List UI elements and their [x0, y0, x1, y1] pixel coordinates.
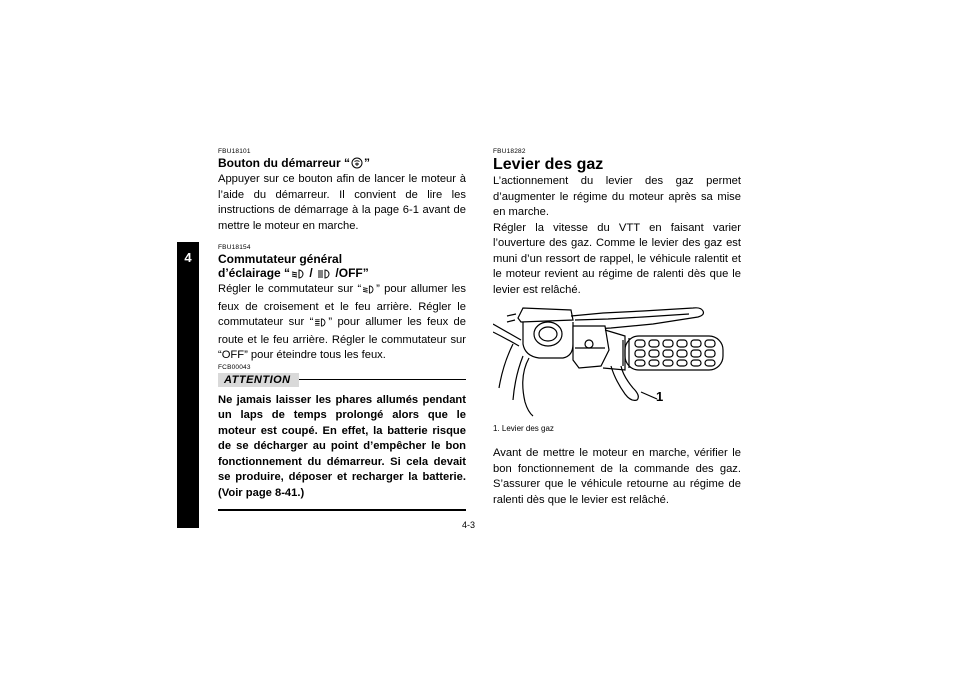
- page-number: 4-3: [462, 520, 476, 530]
- section-code: FBU18154: [218, 244, 251, 251]
- body-part: Régler le commutateur sur “: [218, 283, 362, 295]
- throttle-lever-illustration: [493, 304, 741, 419]
- throttle-heading: Levier des gaz: [493, 156, 604, 173]
- starter-button-body: Appuyer sur ce bouton afin de lancer le moteur à l’aide du démarreur. Il convient de lire les instructions de démarrage à la page 6-1 avant de mettre le moteur en marche.: [218, 173, 466, 232]
- light-switch-body: [218, 282, 466, 364]
- left-column: [218, 148, 466, 511]
- attention-code: FCB00043: [218, 363, 251, 371]
- section-code: FBU18282: [493, 148, 526, 155]
- heading-text-end: ”: [364, 156, 371, 170]
- divider: [218, 509, 466, 511]
- right-column: [493, 148, 741, 508]
- throttle-body-3: Avant de mettre le moteur en marche, vérifier le bon fonctionnement de la commande des gaz. S’assurer que le véhicule retourne au régime de ralenti dès que le levier est relâché.: [493, 447, 741, 506]
- heading-text: Bouton du démarreur “: [218, 156, 351, 170]
- throttle-figure: [493, 304, 741, 419]
- attention-header: [218, 373, 466, 387]
- throttle-body-1: L’actionnement du levier des gaz permet d’augmenter le régime du moteur après sa mise en marche.: [493, 175, 741, 218]
- section-code: FBU18101: [218, 148, 251, 155]
- heading-line1: Commutateur général: [218, 252, 343, 266]
- attention-text: Ne jamais laisser les phares allumés pendant un laps de temps prolongé alors que le moteur est coupé. En effet, la batterie risque de se décharger au point d’empêcher le bon fonctionnement du démarreur. Si cela devait se produire, déposer et recharger la batterie. (Voir page 8-41.): [218, 393, 466, 499]
- chapter-number: 4: [184, 250, 192, 265]
- chapter-tab: [177, 242, 199, 528]
- starter-button-heading: [218, 156, 466, 172]
- starter-icon: [351, 157, 363, 172]
- body-part: ” pour allumer les feux de croisement et le feu arrière. Régler le commutateur sur “: [218, 283, 466, 328]
- low-beam-icon: [291, 268, 305, 282]
- throttle-body-2: Régler la vitesse du VTT en faisant varier l’ouverture des gaz. Comme le levier des gaz est muni d’un ressort de rappel, le véhicule ralentit et le moteur revient au régime de ralenti dès que le levier est relâché.: [493, 221, 741, 296]
- heading-separator: /: [306, 266, 317, 280]
- heading-off: /OFF”: [332, 266, 369, 280]
- low-beam-icon: [362, 284, 375, 300]
- divider: [299, 379, 466, 381]
- figure-caption: 1. Levier des gaz: [493, 424, 554, 433]
- light-switch-heading: [218, 252, 466, 282]
- high-beam-icon: [317, 268, 331, 282]
- attention-label: ATTENTION: [218, 373, 299, 387]
- high-beam-icon: [314, 317, 327, 333]
- body-part: ” pour allumer les feux de route et le feu arrière. Régler le commutateur sur “OFF” pour éteindre tous les feux.: [218, 316, 466, 361]
- figure-callout: 1: [656, 389, 664, 404]
- heading-line2: d’éclairage “: [218, 266, 291, 280]
